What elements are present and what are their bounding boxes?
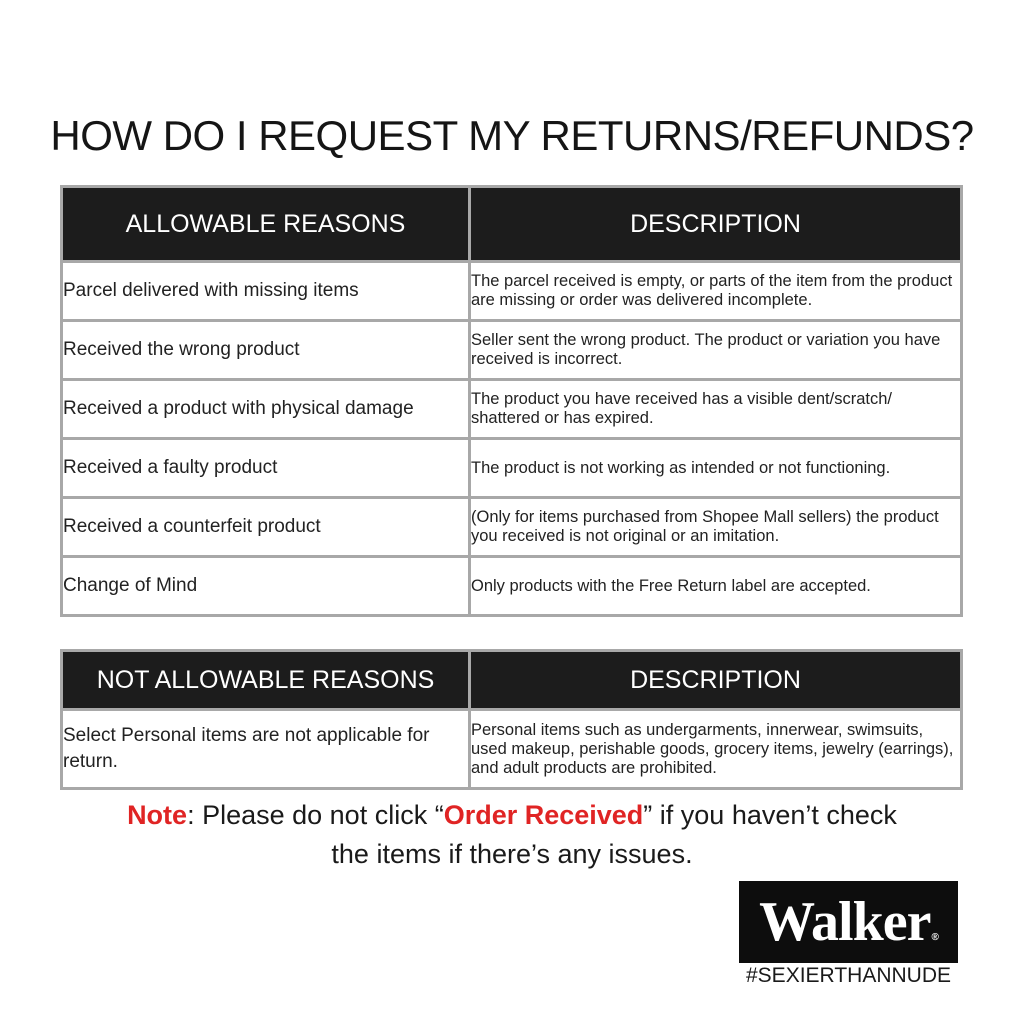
reason-cell: Change of Mind (62, 557, 470, 616)
note-text-part1: : Please do not click “ (187, 800, 444, 830)
description-cell: (Only for items purchased from Shopee Mall sellers) the product you received is not original or an imitation. (470, 498, 962, 557)
note-label: Note (127, 800, 188, 830)
table-header-row (62, 187, 962, 262)
table-header-row (62, 651, 962, 710)
table-row (62, 498, 962, 557)
table-row (62, 380, 962, 439)
description-cell: Seller sent the wrong product. The product or variation you have received is incorrect. (470, 321, 962, 380)
allowable-reasons-table (60, 185, 963, 617)
table-row (62, 262, 962, 321)
table-row (62, 439, 962, 498)
reason-cell: Received the wrong product (62, 321, 470, 380)
description-cell: Personal items such as undergarments, innerwear, swimsuits, used makeup, perishable goods, grocery items, jewelry (earrings), and adult products are prohibited. (470, 710, 962, 789)
note-text-part2: ” if you haven’t check (643, 800, 897, 830)
order-received-highlight: Order Received (443, 800, 644, 830)
allowable-reasons-header: ALLOWABLE REASONS (62, 187, 470, 262)
description-header: DESCRIPTION (470, 187, 962, 262)
walker-logo (739, 881, 958, 963)
not-allowable-reasons-header: NOT ALLOWABLE REASONS (62, 651, 470, 710)
note-text-line2: the items if there’s any issues. (331, 839, 693, 869)
description-header: DESCRIPTION (470, 651, 962, 710)
registered-mark: ® (931, 932, 938, 943)
reason-cell: Received a faulty product (62, 439, 470, 498)
note-text (0, 796, 1024, 874)
description-cell: The product you have received has a visible dent/scratch/ shattered or has expired. (470, 380, 962, 439)
reason-cell: Received a product with physical damage (62, 380, 470, 439)
not-allowable-reasons-table (60, 649, 963, 790)
description-cell: The parcel received is empty, or parts of the item from the product are missing or order was delivered incomplete. (470, 262, 962, 321)
brand-hashtag: #SEXIERTHANNUDE (746, 964, 951, 987)
table-row (62, 321, 962, 380)
reason-cell: Received a counterfeit product (62, 498, 470, 557)
description-cell: The product is not working as intended or not functioning. (470, 439, 962, 498)
reason-cell: Select Personal items are not applicable for return. (62, 710, 470, 789)
description-cell: Only products with the Free Return label are accepted. (470, 557, 962, 616)
logo-text: Walker (759, 891, 931, 953)
table-row (62, 557, 962, 616)
page-title: HOW DO I REQUEST MY RETURNS/REFUNDS? (50, 112, 974, 159)
table-row (62, 710, 962, 789)
reason-cell: Parcel delivered with missing items (62, 262, 470, 321)
